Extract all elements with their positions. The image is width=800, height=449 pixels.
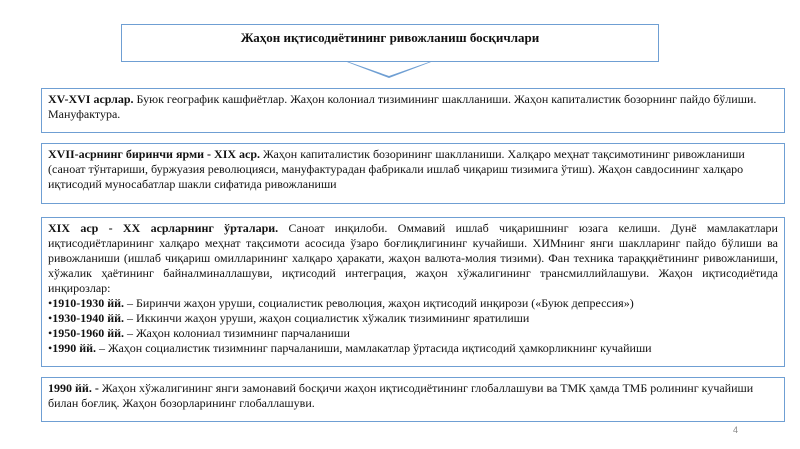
stage-heading: 1990 йй. - <box>48 381 99 395</box>
stage-box-2 <box>41 143 785 204</box>
stage-box-4 <box>41 377 785 422</box>
bullet-icon: • <box>48 311 53 325</box>
stage-heading: XVII-асрнинг биринчи ярми - XIX аср. <box>48 147 261 161</box>
stage-paragraph <box>48 221 778 296</box>
crisis-list-item <box>48 296 778 311</box>
stage-heading: XV-XVI асрлар. <box>48 92 134 106</box>
crisis-years: 1990 йй. <box>52 341 97 355</box>
crisis-text: – Жаҳон колониал тизимнинг парчаланиши <box>124 326 350 340</box>
crisis-text: – Жаҳон социалистик тизимнинг парчаланиши, мамлакатлар ўртасида иқтисодий ҳамкорликнинг кучайиши <box>96 341 652 355</box>
crisis-years: 1910-1930 йй. <box>52 296 125 310</box>
page-title: Жаҳон иқтисодиётининг ривожланиш босқичлари <box>240 30 540 45</box>
bullet-icon: • <box>48 341 53 355</box>
stage-text: Жаҳон хўжалигининг янги замонавий босқичи жаҳон иқтисодиётининг глобаллашуви ва ТМК ҳамда ТМБ ролининг кучайиши билан боғлиқ. Жаҳон бозорларининг глобаллашуви. <box>48 381 754 410</box>
page-title-box <box>121 24 659 62</box>
down-arrow-fill <box>349 62 429 76</box>
crisis-list-item <box>48 341 778 356</box>
crisis-list-item <box>48 326 778 341</box>
crisis-text: – Биринчи жаҳон уруши, социалистик революция, жаҳон иқтисодий инқирози («Буюк депрессия») <box>124 296 634 310</box>
crisis-years: 1950-1960 йй. <box>52 326 125 340</box>
crisis-text: – Иккинчи жаҳон уруши, жаҳон социалистик хўжалик тизимининг яратилиши <box>124 311 530 325</box>
bullet-icon: • <box>48 326 53 340</box>
bullet-icon: • <box>48 296 53 310</box>
stage-text: Саноат инқилоби. Оммавий ишлаб чиқаришнинг юзага келиши. Дунё мамлакатлари иқтисодиётларининг халқаро меҳнат тақсимоти асосида ўзаро боғлиқлигининг кучайиши. ХИМнинг янги шаклларинг пайдо бўлиши ва ривожланиши (ишлаб чиқариш омилларининг халқаро ҳаракати, жаҳон валюта-молия тизими). Фан техника тараққиётининг ривожланиши, хўжалик ҳаётининг байналминаллашуви, иқтисодий интеграция, жаҳон хўжалигининг трансмиллийлашуви. Жаҳон иқтисодиётида инқирозлар: <box>48 221 778 295</box>
stage-box-1 <box>41 88 785 133</box>
stage-heading: XIX аср - XX асрларнинг ўрталари. <box>48 221 279 235</box>
stage-text: Жаҳон капиталистик бозорининг шаклланиши. Халқаро меҳнат тақсимотининг ривожланиши (саноат тўнтариши, буржуазия революцияси, мануфактурадан фабрикали ишлаб чиқариш тизимига ўтиш). Жаҳон савдосининг халқаро иқтисодий муносабатлар шакли сифатида ривожланиши <box>48 147 745 191</box>
crisis-list-item <box>48 311 778 326</box>
stage-box-3 <box>41 217 785 367</box>
crisis-years: 1930-1940 йй. <box>52 311 125 325</box>
page-number: 4 <box>733 425 739 435</box>
stage-text: Буюк географик кашфиётлар. Жаҳон колониал тизимининг шаклланиши. Жаҳон капиталистик бозорнинг пайдо бўлиши. Мануфактура. <box>48 92 757 121</box>
